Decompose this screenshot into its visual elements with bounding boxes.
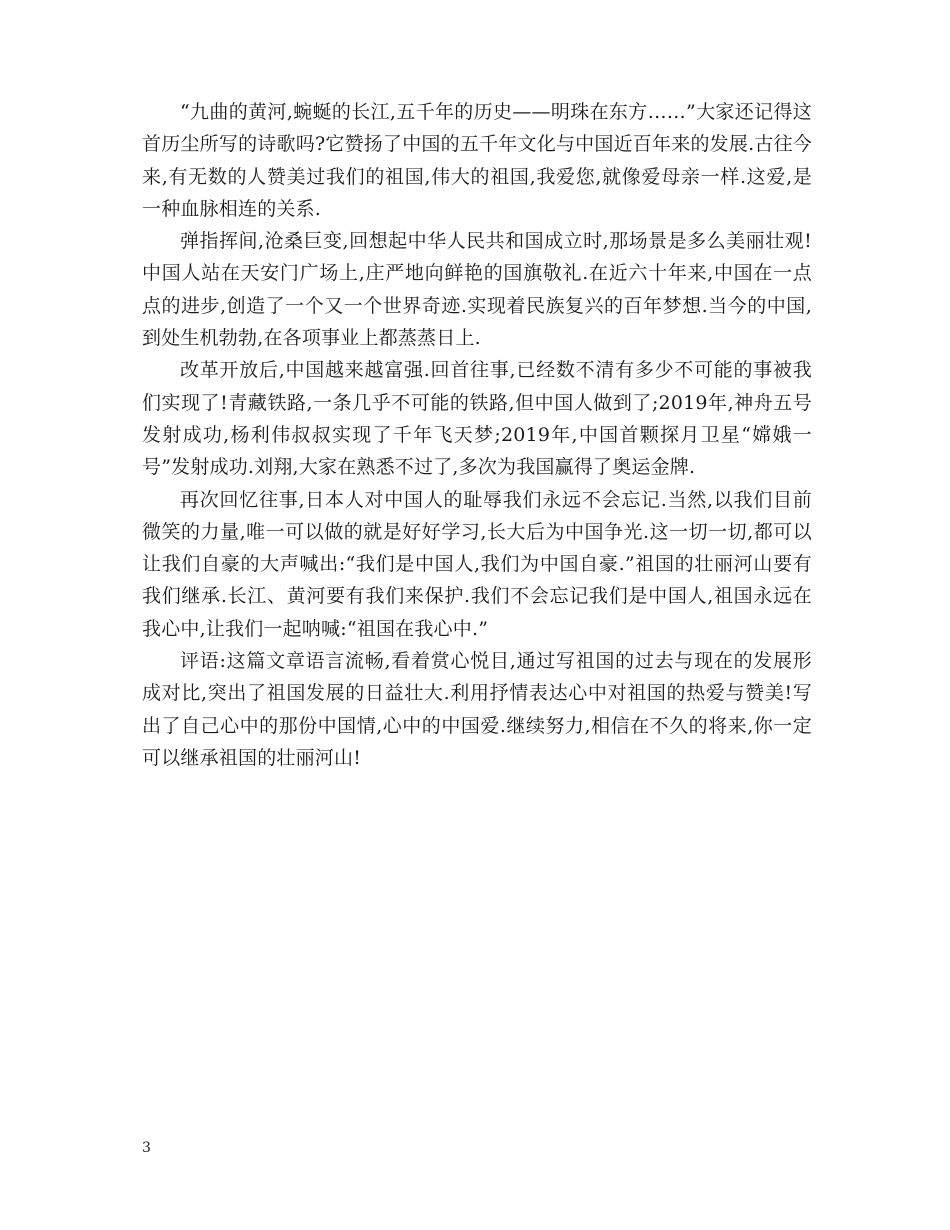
paragraph-3: 改革开放后,中国越来越富强.回首往事,已经数不清有多少不可能的事被我们实现了!青藏铁路,一条几乎不可能的铁路,但中国人做到了;2019年,神舟五号发射成功,杨利伟叔叔实现了千年飞天梦;2019年,中国首颗探月卫星“嫦娥一号”发射成功.刘翔,大家在熟悉不过了,多次为我国赢得了奥运金牌. — [142, 359, 812, 479]
page-number: 3 — [142, 1140, 151, 1156]
paragraph-comment: 评语:这篇文章语言流畅,看着赏心悦目,通过写祖国的过去与现在的发展形成对比,突出了祖国发展的日益壮大.利用抒情表达心中对祖国的热爱与赞美!写出了自己心中的那份中国情,心中的中国爱.继续努力,相信在不久的将来,你一定可以继承祖国的壮丽河山! — [142, 650, 812, 769]
paragraph-2: 弹指挥间,沧桑巨变,回想起中华人民共和国成立时,那场景是多么美丽壮观!中国人站在天安门广场上,庄严地向鲜艳的国旗敬礼.在近六十年来,中国在一点点的进步,创造了一个又一个世界奇迹.实现着民族复兴的百年梦想.当今的中国,到处生机勃勃,在各项事业上都蒸蒸日上. — [142, 230, 812, 350]
document-body — [142, 96, 812, 774]
paragraph-1: “九曲的黄河,蜿蜒的长江,五千年的历史——明珠在东方……”大家还记得这首历尘所写的诗歌吗?它赞扬了中国的五千年文化与中国近百年来的发展.古往今来,有无数的人赞美过我们的祖国,伟大的祖国,我爱您,就像爱母亲一样.这爱,是一种血脉相连的关系. — [142, 101, 812, 220]
paragraph-4: 再次回忆往事,日本人对中国人的耻辱我们永远不会忘记.当然,以我们目前微笑的力量,唯一可以做的就是好好学习,长大后为中国争光.这一切一切,都可以让我们自豪的大声喊出:“我们是中国人,我们为中国自豪.”祖国的壮丽河山要有我们继承.长江、黄河要有我们来保护.我们不会忘记我们是中国人,祖国永远在我心中,让我们一起呐喊:“祖国在我心中.” — [142, 488, 812, 640]
